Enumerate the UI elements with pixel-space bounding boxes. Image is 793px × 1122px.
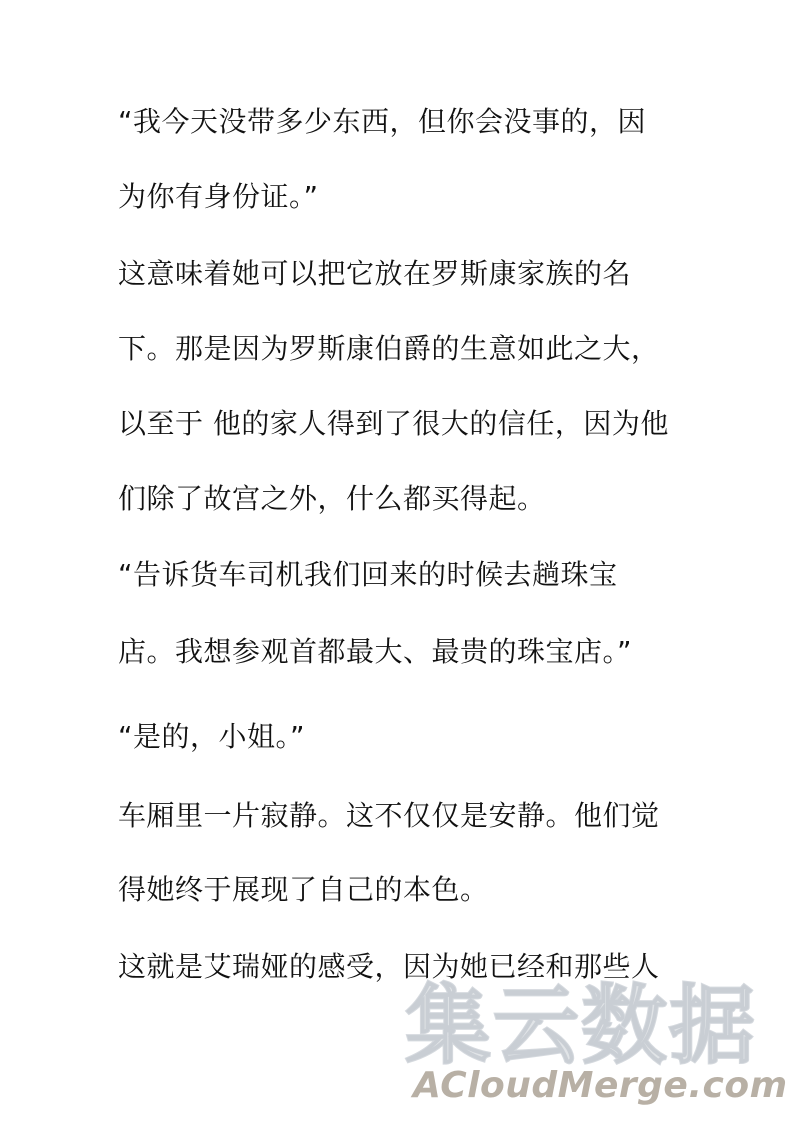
text-line-12: 这就是艾瑞娅的感受，因为她已经和那些人 xyxy=(118,950,660,983)
text-line-9: “是的，小姐。” xyxy=(118,720,306,753)
watermark-english: ACloudMerge.com xyxy=(413,1065,788,1106)
text-line-3: 这意味着她可以把它放在罗斯康家族的名 xyxy=(118,257,632,290)
text-line-4: 下。那是因为罗斯康伯爵的生意如此之大， xyxy=(118,332,660,365)
text-line-8: 店。我想参观首都最大、最贵的珠宝店。” xyxy=(118,635,633,668)
text-line-1: “我今天没带多少东西，但你会没事的，因 xyxy=(118,105,647,138)
watermark-chinese: 集云数据 xyxy=(405,976,757,1076)
text-line-11: 得她终于展现了自己的本色。 xyxy=(118,873,489,906)
text-line-7: “告诉货车司机我们回来的时候去趟珠宝 xyxy=(118,558,618,591)
text-line-6: 们除了故宫之外，什么都买得起。 xyxy=(118,482,546,515)
watermark xyxy=(405,976,788,1118)
text-line-10: 车厢里一片寂静。这不仅仅是安静。他们觉 xyxy=(118,799,660,832)
text-line-5: 以至于 他的家人得到了很大的信任，因为他 xyxy=(118,407,669,440)
text-line-2: 为你有身份证。” xyxy=(118,180,319,213)
